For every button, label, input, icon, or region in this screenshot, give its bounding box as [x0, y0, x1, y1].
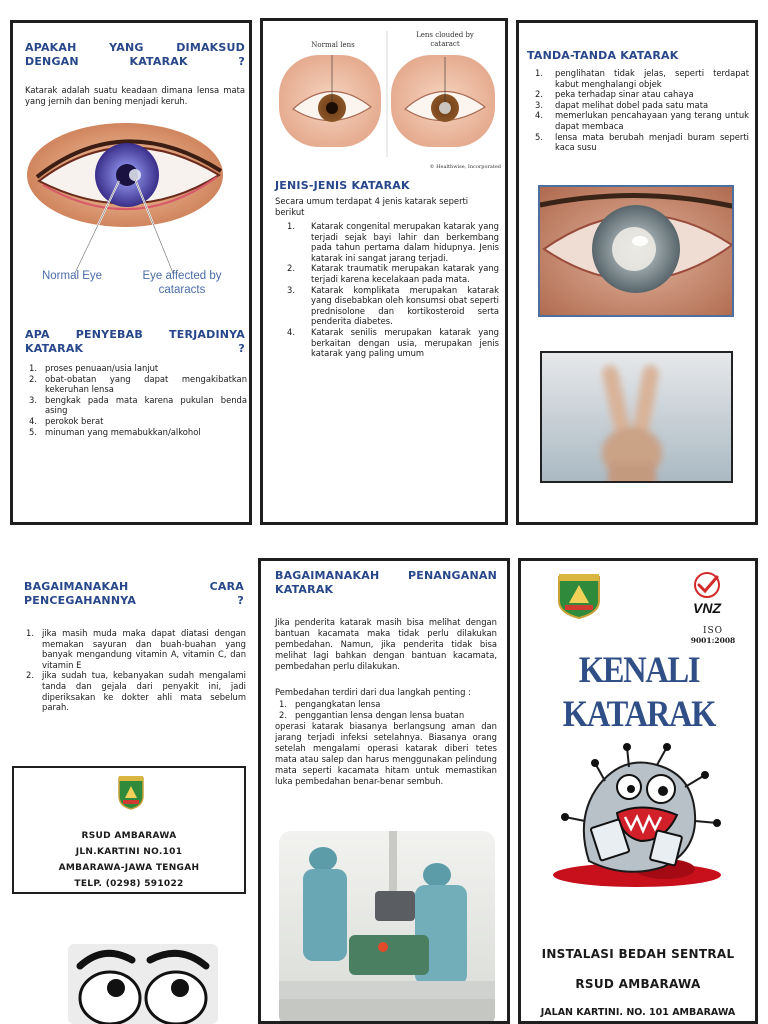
cataract-eye-image: [540, 187, 734, 317]
brochure-title: KENALI KATARAK: [562, 650, 716, 735]
contact-lines: [14, 828, 244, 892]
crest-icon: [117, 774, 145, 810]
heading-treatment: BAGAIMANAKAH PENANGANAN KATARAK: [275, 569, 497, 596]
caption-normal-lens: Normal lens: [311, 41, 355, 49]
germ-monster-icon: [545, 741, 731, 891]
label-affected-eye: Eye affected by cataracts: [142, 270, 222, 296]
treatment-paragraph-1: Jika penderita katarak masih bisa melihat dengan bantuan kacamata maka tidak perlu dilakukan pembedahan. Namun, jika penderita tidak bisa melihat lagi bahkan dengan bantuan kacamata, pembedahan perlu dilakukan.: [275, 617, 497, 671]
surgery-steps-list: [275, 699, 497, 720]
panel-treatment: [258, 558, 510, 1024]
heading-signs: TANDA-TANDA KATARAK: [527, 49, 679, 62]
iso-label: ISO: [702, 626, 724, 636]
iso-standard: 9001:2008: [690, 636, 736, 645]
list-item: obat-obatan yang dapat mengakibatkan kekeruhan lensa: [45, 373, 247, 395]
list-item: perokok berat: [45, 415, 104, 426]
footer-hospital: RSUD AMBARAWA: [575, 977, 701, 991]
eye-diagram: [23, 115, 245, 315]
list-item: dapat melihat dobel pada satu mata: [555, 99, 709, 110]
list-item: jika sudah tua, kebanyakan sudah mengalami tanda dan gejala dari penyakit ini, jadi diperiksakan ke dokter ahli mata sebelum parah.: [42, 670, 246, 713]
list-item: peka terhadap sinar atau cahaya: [555, 89, 694, 100]
list-item: bengkak pada mata karena pukulan benda asing: [45, 394, 247, 416]
list-item: minuman yang memabukkan/alkohol: [45, 426, 201, 437]
heading-causes: APA PENYEBAB TERJADINYA KATARAK ?: [25, 328, 245, 355]
blurred-vision-image: [542, 353, 733, 483]
panel-prevention: [10, 558, 250, 1024]
list-item: Katarak traumatik merupakan katarak yang terjadi karena kecelakaan pada mata.: [311, 263, 499, 284]
blurred-hand-photo: [540, 351, 733, 483]
cartoon-eyes-illustration: [68, 940, 218, 1024]
panel-what-is-cataract: [10, 20, 252, 525]
list-item: memerlukan pencahayaan yang terang untuk dapat membaca: [555, 110, 749, 131]
types-list: [275, 221, 499, 359]
hospital-city: AMBARAWA-JAWA TENGAH: [58, 863, 200, 873]
label-normal-eye: Normal Eye: [41, 270, 103, 282]
certification-check-icon: [685, 571, 729, 599]
treatment-paragraph-3: operasi katarak biasanya berlangsung aman dan jarang terjadi infeksi setelahnya. Biasanya orang setelah mengalami operasi katarak diberi tetes mata atau salep dan harus menggunakan pelindung mata seperti kacamata hitam untuk memastikan luka pembedahan benar-benar sembuh.: [275, 721, 497, 786]
types-intro: Secara umum terdapat 4 jenis katarak seperti berikut: [275, 196, 469, 217]
surgery-photo: [279, 831, 495, 1024]
hospital-phone: TELP. (0298) 591022: [74, 879, 184, 889]
heading-prevention: BAGAIMANAKAH CARA PENCEGAHANNYA ?: [24, 580, 244, 607]
list-item: Katarak congenital merupakan katarak yang terjadi sejak bayi lahir dan berkembang pada tahun pertama dalam hidupnya. Jenis katarak ini sangat jarang terjadi.: [311, 221, 499, 263]
prevention-list: [24, 628, 246, 713]
signs-list: [527, 68, 749, 153]
cartoon-eyes-icon: [68, 940, 218, 1024]
panel-cover: [518, 558, 758, 1024]
list-item: penggantian lensa dengan lensa buatan: [295, 709, 465, 720]
list-item: pengangkatan lensa: [295, 699, 381, 709]
intro-text: Katarak adalah suatu keadaan dimana lensa mata yang jernih dan bening menjadi keruh.: [25, 85, 245, 106]
hospital-street: JLN.KARTINI NO.101: [75, 847, 183, 857]
list-item: penglihatan tidak jelas, seperti terdapat kabut menghalangi objek: [555, 68, 749, 89]
heading-what-is-cataract: APAKAH YANG DIMAKSUD DENGAN KATARAK ?: [25, 41, 245, 68]
footer-address: JALAN KARTINI. NO. 101 AMBARAWA: [540, 1007, 736, 1018]
list-item: jika masih muda maka dapat diatasi dengan memakan sayuran dan buah-buahan yang banyak mengandung vitamin A, vitamin C, dan vitamin E: [42, 628, 246, 670]
image-credit: © Healthwise, Incorporated: [429, 164, 501, 170]
iso-badge: [673, 627, 753, 645]
virus-mascot-illustration: [545, 741, 731, 891]
causes-list: [25, 363, 247, 437]
heading-types: JENIS-JENIS KATARAK: [275, 179, 410, 192]
contact-box: [12, 766, 246, 894]
panel-types: [260, 18, 508, 525]
crest-icon: [555, 571, 603, 619]
lens-comparison-figure: [271, 25, 499, 173]
list-item: Katarak senilis merupakan katarak yang berkaitan dengan usia, merupakan jenis katarak yang paling umum: [311, 326, 499, 359]
surgery-image: [279, 831, 495, 1024]
panel-signs: [516, 20, 758, 525]
list-item: lensa mata berubah menjadi buram seperti kaca susu: [555, 131, 749, 153]
footer-department: INSTALASI BEDAH SENTRAL: [541, 947, 735, 961]
treatment-paragraph-2: Pembedahan terdiri dari dua langkah penting :: [275, 687, 471, 697]
vnz-text: VNZ: [693, 600, 721, 616]
list-item: Katarak komplikata merupakan katarak yang disebabkan oleh konsumsi obat seperti prednisolone dan kortikosteroid serta penderita diabetes.: [311, 284, 499, 327]
regency-crest-logo: [117, 774, 145, 810]
regency-crest-logo: [555, 571, 603, 619]
cataract-eye-photo: [538, 185, 734, 317]
vnz-logo: [685, 571, 729, 619]
caption-clouded-lens: Lens clouded by cataract: [416, 31, 474, 48]
list-item: proses penuaan/usia lanjut: [45, 363, 159, 373]
hospital-name: RSUD AMBARAWA: [81, 831, 177, 841]
